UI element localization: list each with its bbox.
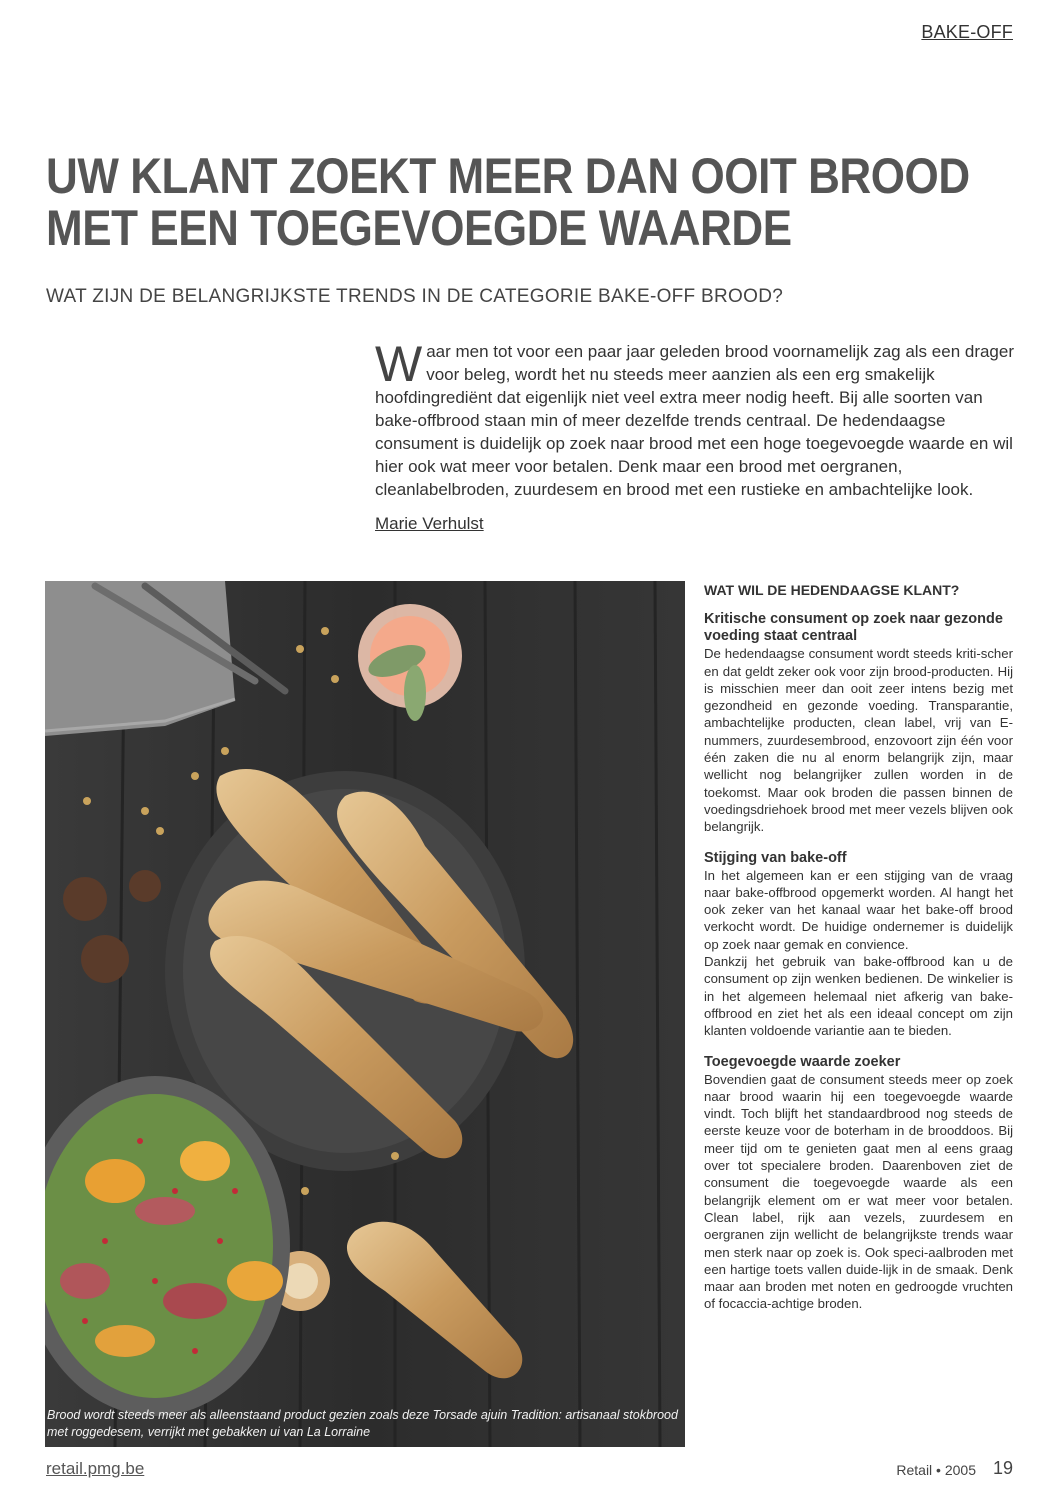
section-title: Kritische consument op zoek naar gezonde voeding staat centraal <box>704 611 1003 645</box>
photo-caption: Brood wordt steeds meer als alleenstaand product gezien zoals deze Torsade ajuin Tradition: artisanaal stokbrood met roggedesem, verrijkt met gebakken ui van La Lorraine <box>47 1408 678 1439</box>
footer-website-link[interactable]: retail.pmg.be <box>46 1459 145 1478</box>
footer-issue: Retail • 2005 <box>896 1462 976 1478</box>
page-number: 19 <box>992 1458 1013 1478</box>
section-paragraph: Dankzij het gebruik van bake-offbrood kan u de consument op zijn wenken bedienen. De winkelier is in het algemeen helemaal niet afkerig van bake-offbrood en ziet het als een ideaal concept om zijn klanten voldoende variantie aan te bieden. <box>704 954 1013 1039</box>
article-subtitle: WAT ZIJN DE BELANGRIJKSTE TRENDS IN DE CATEGORIE BAKE-OFF BROOD? <box>46 286 784 307</box>
bread-photo-illustration <box>45 581 685 1447</box>
section-paragraph: De hedendaagse consument wordt steeds kriti-scher en dat geldt zeker ook voor zijn brood-producten. Hij is misschien meer dan ooit zeer intens bezig met gezondheid en gezonde voeding. Transparantie, ambachtelijke producten, clean label, vrij van E-nummers, zuurdesembrood, enzovoort zijn één voor één zaken die nu al enorm belangrijk zijn, maar wellicht nog belangrijker zullen worden in de toekomst. Maar ook broden die passen binnen de voedingsdriehoek brood met meer vezels blijven ook belangrijk. <box>704 646 1013 835</box>
section-paragraph: Bovendien gaat de consument steeds meer op zoek naar brood waarin hij een toegevoegde waarde vindt. Toch blijft het standaardbrood nog steeds de eerste keuze voor de boterham in de brooddoos. Bij meer tijd om te genieten gaat men al eens graag over tot specialere broden. Daarenboven ziet de consument die toegevoegde waarde als een belangrijk element om er wat meer voor betalen. Clean label, rijk aan vezels, zuurdesem en oergranen zijn wellicht de belangrijkste trends waar men sterk naar op zoek is. Ook speci-aalbroden met een hartige toets vallen duide-lijk in de smaak. Denk maar aan broden met noten en gedroogde vruchten of focaccia-achtige broden. <box>704 1071 1013 1312</box>
section-paragraph: In het algemeen kan er een stijging van de vraag naar bake-offbrood opgemerkt worden. Al hangt het ook zeker van het kanaal waar het bake-off brood verkocht wordt. De huidige ondernemer is duidelijk op zoek naar gemak en convience. <box>704 867 1013 952</box>
section-title: Stijging van bake-off <box>704 849 847 866</box>
section-kritische-consument <box>704 611 1013 835</box>
title-line-2: MET EEN TOEGEVOEGDE WAARDE <box>46 200 792 256</box>
bread-photo <box>45 581 685 1447</box>
section-toegevoegde-waarde <box>704 1054 1013 1313</box>
intro-text: aar men tot voor een paar jaar geleden brood voornamelijk zag als een drager voor beleg, wordt het nu steeds meer aanzien als een erg smakelijk hoofdingrediënt dat eigenlijk niet veel extra meer nodig heeft. Bij alle soorten van bake-offbrood staan min of meer dezelfde trends centraal. De hedendaagse consument is duidelijk op zoek naar brood met een hoge toegevoegde waarde en wil hier ook wat meer voor betalen. Denk maar een brood met oergranen, cleanlabelbroden, zuurdesem en brood met een rustieke en ambachtelijke look. <box>375 342 1015 499</box>
title-line-1: UW KLANT ZOEKT MEER DAN OOIT BROOD <box>46 148 970 204</box>
sidebar-column <box>704 582 1013 1327</box>
article-title <box>46 148 970 256</box>
section-tag[interactable]: BAKE-OFF <box>921 22 1013 42</box>
column-heading: WAT WIL DE HEDENDAAGSE KLANT? <box>704 582 960 598</box>
section-title: Toegevoegde waarde zoeker <box>704 1053 901 1070</box>
intro-paragraph <box>375 336 1015 501</box>
section-stijging-bake-off <box>704 850 1013 1040</box>
drop-cap: W <box>375 336 423 392</box>
author-name[interactable]: Marie Verhulst <box>375 514 484 533</box>
